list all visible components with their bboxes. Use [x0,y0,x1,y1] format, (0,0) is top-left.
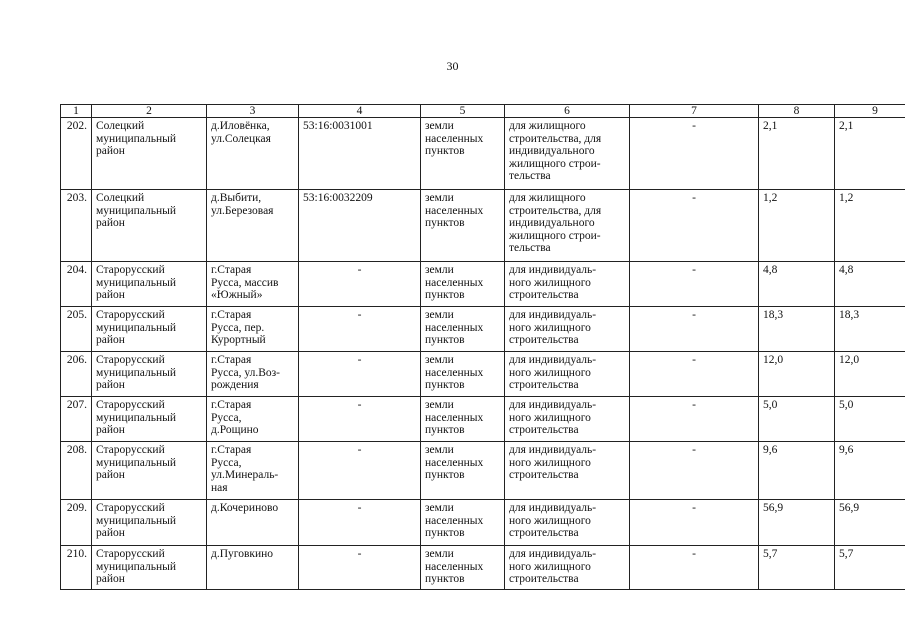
permitted-use-cell: для индивидуаль- ного жилищного строительства [505,500,630,546]
land-category-cell: земли населенных пунктов [421,307,505,352]
header-cell: 9 [835,105,905,118]
header-cell: 8 [759,105,835,118]
table-row [61,307,905,352]
column-7-cell: - [630,352,759,397]
table-row [61,190,905,262]
header-cell: 1 [61,105,92,118]
area-total-cell: 5,0 [835,397,905,442]
row-number: 210. [61,546,92,590]
header-cell: 6 [505,105,630,118]
location-cell: г.Старая Русса, пер. Курортный [207,307,299,352]
district-cell: Старорусский муниципальный район [92,352,207,397]
area-total-cell: 18,3 [835,307,905,352]
table-row [61,397,905,442]
area-cell: 18,3 [759,307,835,352]
column-7-cell: - [630,397,759,442]
district-cell: Старорусский муниципальный район [92,262,207,307]
permitted-use-cell: для индивидуаль- ного жилищного строительства [505,352,630,397]
land-category-cell: земли населенных пунктов [421,190,505,262]
district-cell: Старорусский муниципальный район [92,500,207,546]
permitted-use-cell: для индивидуаль- ного жилищного строительства [505,307,630,352]
area-total-cell: 56,9 [835,500,905,546]
permitted-use-cell: для жилищного строительства, для индивидуального жилищного строи- тельства [505,118,630,190]
table-row [61,442,905,500]
column-7-cell: - [630,500,759,546]
area-cell: 12,0 [759,352,835,397]
area-cell: 56,9 [759,500,835,546]
location-cell: г.Старая Русса, д.Рощино [207,397,299,442]
permitted-use-cell: для индивидуаль- ного жилищного строительства [505,442,630,500]
district-cell: Старорусский муниципальный район [92,397,207,442]
header-row [61,105,905,118]
district-cell: Старорусский муниципальный район [92,546,207,590]
table-row [61,352,905,397]
cadastre-cell: 53:16:0032209 [299,190,421,262]
area-total-cell: 2,1 [835,118,905,190]
page-number: 30 [446,59,459,73]
table-row [61,546,905,590]
land-category-cell: земли населенных пунктов [421,262,505,307]
area-total-cell: 5,7 [835,546,905,590]
cadastre-cell: 53:16:0031001 [299,118,421,190]
location-cell: д.Кочериново [207,500,299,546]
land-category-cell: земли населенных пунктов [421,546,505,590]
location-cell: г.Старая Русса, ул.Воз- рождения [207,352,299,397]
column-7-cell: - [630,307,759,352]
permitted-use-cell: для индивидуаль- ного жилищного строительства [505,397,630,442]
area-cell: 2,1 [759,118,835,190]
cadastre-cell: - [299,546,421,590]
permitted-use-cell: для жилищного строительства, для индивидуального жилищного строи- тельства [505,190,630,262]
permitted-use-cell: для индивидуаль- ного жилищного строительства [505,546,630,590]
header-cell: 2 [92,105,207,118]
row-number: 208. [61,442,92,500]
row-number: 207. [61,397,92,442]
column-7-cell: - [630,546,759,590]
table-row [61,500,905,546]
area-total-cell: 1,2 [835,190,905,262]
location-cell: д.Выбити, ул.Березовая [207,190,299,262]
column-7-cell: - [630,262,759,307]
cadastre-cell: - [299,262,421,307]
district-cell: Солецкий муниципальный район [92,118,207,190]
location-cell: г.Старая Русса, массив «Южный» [207,262,299,307]
land-plots-table [60,104,905,590]
land-category-cell: земли населенных пунктов [421,500,505,546]
table-row [61,118,905,190]
header-cell: 5 [421,105,505,118]
row-number: 209. [61,500,92,546]
area-cell: 1,2 [759,190,835,262]
location-cell: г.Старая Русса, ул.Минераль- ная [207,442,299,500]
column-7-cell: - [630,118,759,190]
district-cell: Старорусский муниципальный район [92,442,207,500]
row-number: 202. [61,118,92,190]
area-cell: 5,7 [759,546,835,590]
permitted-use-cell: для индивидуаль- ного жилищного строительства [505,262,630,307]
cadastre-cell: - [299,442,421,500]
row-number: 205. [61,307,92,352]
location-cell: д.Иловёнка, ул.Солецкая [207,118,299,190]
cadastre-cell: - [299,352,421,397]
land-category-cell: земли населенных пунктов [421,397,505,442]
column-7-cell: - [630,442,759,500]
row-number: 203. [61,190,92,262]
header-cell: 3 [207,105,299,118]
cadastre-cell: - [299,397,421,442]
location-cell: д.Пуговкино [207,546,299,590]
header-cell: 7 [630,105,759,118]
area-cell: 5,0 [759,397,835,442]
cadastre-cell: - [299,500,421,546]
area-total-cell: 12,0 [835,352,905,397]
land-category-cell: земли населенных пунктов [421,352,505,397]
district-cell: Солецкий муниципальный район [92,190,207,262]
row-number: 204. [61,262,92,307]
land-category-cell: земли населенных пунктов [421,442,505,500]
area-cell: 9,6 [759,442,835,500]
land-category-cell: земли населенных пунктов [421,118,505,190]
cadastre-cell: - [299,307,421,352]
table-row [61,262,905,307]
district-cell: Старорусский муниципальный район [92,307,207,352]
area-total-cell: 4,8 [835,262,905,307]
column-7-cell: - [630,190,759,262]
area-total-cell: 9,6 [835,442,905,500]
row-number: 206. [61,352,92,397]
area-cell: 4,8 [759,262,835,307]
header-cell: 4 [299,105,421,118]
